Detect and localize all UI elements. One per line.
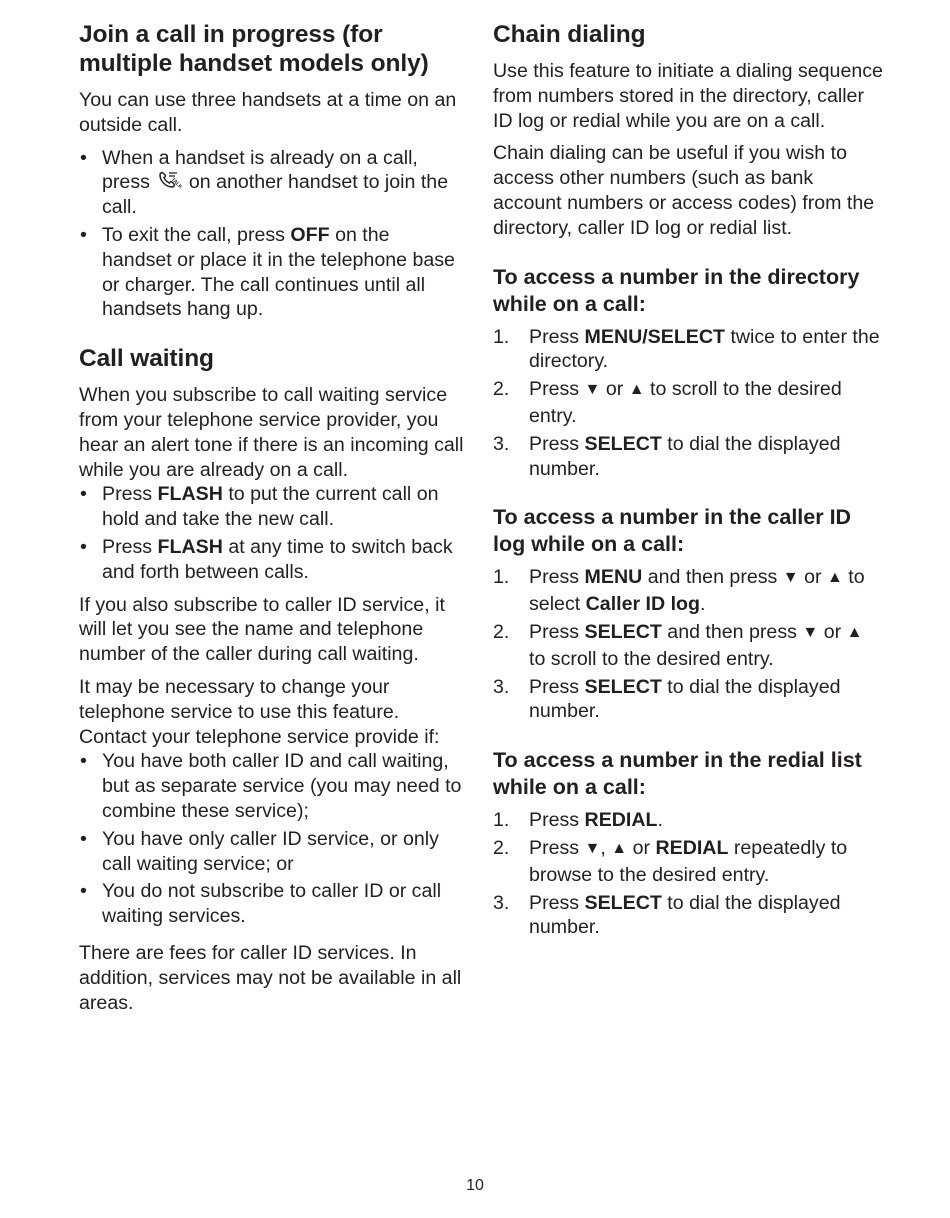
chain-dialing-usage: Chain dialing can be useful if you wish to access other numbers (such as bank account numbers or access codes) from the directory, caller ID log or redial list. [493, 142, 875, 239]
page-number: 10 [466, 1177, 484, 1194]
chain-dialing-intro: Use this feature to initiate a dialing sequence from numbers stored in the directory, caller ID log or redial while you are on a call. [493, 60, 883, 132]
talk-handset-icon [157, 170, 184, 191]
list-item: 2. Press ▼, ▲ or REDIAL repeatedly to browse to the desired entry. [493, 836, 848, 886]
list-item: • When a handset is already on a call, press TALK on another handset to join the call. [79, 146, 464, 220]
call-waiting-flash-bullets [79, 482, 464, 584]
list-item: 3. Press SELECT to dial the displayed number. [493, 432, 841, 480]
list-item: 3. Press SELECT to dial the displayed number. [493, 675, 841, 723]
join-call-intro: You can use three handsets at a time on an outside call. [79, 89, 457, 136]
list-item: • Press FLASH to put the current call on hold and take the new call. [79, 482, 464, 532]
down-arrow-icon: ▼ [802, 623, 819, 641]
list-item: • To exit the call, press OFF on the handset or place it in the telephone base or charger. The call continues until all handsets hang up. [79, 223, 464, 322]
list-item: • You have only caller ID service, or only call waiting service; or [79, 827, 464, 877]
call-waiting-intro: When you subscribe to call waiting service from your telephone service provider, you hear an alert tone if there is an incoming call while you are already on a call. [79, 384, 464, 481]
left-column [79, 20, 464, 1023]
redial-steps [493, 808, 883, 940]
directory-subheading: To access a number in the directory while on a call: [493, 264, 860, 316]
chain-dialing-heading: Chain dialing [493, 21, 646, 48]
list-item: 3. Press SELECT to dial the displayed number. [493, 891, 841, 939]
join-call-bullets [79, 146, 464, 323]
caller-id-steps [493, 565, 883, 724]
directory-steps [493, 325, 883, 482]
service-conditions-list [79, 749, 464, 929]
list-item: 2. Press SELECT and then press ▼ or ▲ to scroll to the desired entry. [493, 620, 863, 670]
up-arrow-icon: ▲ [628, 381, 645, 399]
caller-id-paragraph: If you also subscribe to caller ID service, it will let you see the name and telephone number of the caller during call waiting. [79, 593, 445, 666]
down-arrow-icon: ▼ [584, 381, 601, 399]
up-arrow-icon: ▲ [826, 569, 843, 587]
list-item: • Press FLASH at any time to switch back and forth between calls. [79, 535, 464, 585]
down-arrow-icon: ▼ [782, 569, 799, 587]
down-arrow-icon: ▼ [584, 839, 601, 857]
caller-id-subheading: To access a number in the caller ID log while on a call: [493, 505, 852, 557]
list-item: 1. Press MENU/SELECT twice to enter the directory. [493, 325, 880, 373]
right-column [493, 20, 883, 948]
list-item: 1. Press REDIAL. [493, 809, 663, 832]
list-item: 2. Press ▼ or ▲ to scroll to the desired entry. [493, 378, 842, 427]
list-item: 1. Press MENU and then press ▼ or ▲ to select Caller ID log. [493, 566, 865, 616]
list-item: • You do not subscribe to caller ID or call waiting services. [79, 879, 464, 929]
redial-subheading: To access a number in the redial list while on a call: [493, 748, 862, 800]
change-service-paragraph: It may be necessary to change your telephone service to use this feature. Contact your telephone service provide if: [79, 675, 440, 748]
up-arrow-icon: ▲ [611, 839, 628, 857]
list-item: • You have both caller ID and call waiting, but as separate service (you may need to combine these service); [79, 749, 464, 823]
fees-paragraph: There are fees for caller ID services. In addition, services may not be available in all areas. [79, 941, 462, 1014]
call-waiting-heading: Call waiting [79, 345, 214, 373]
join-call-heading: Join a call in progress (for multiple handset models only) [79, 21, 429, 77]
up-arrow-icon: ▲ [846, 623, 863, 641]
svg-text:TALK: TALK [170, 177, 184, 191]
